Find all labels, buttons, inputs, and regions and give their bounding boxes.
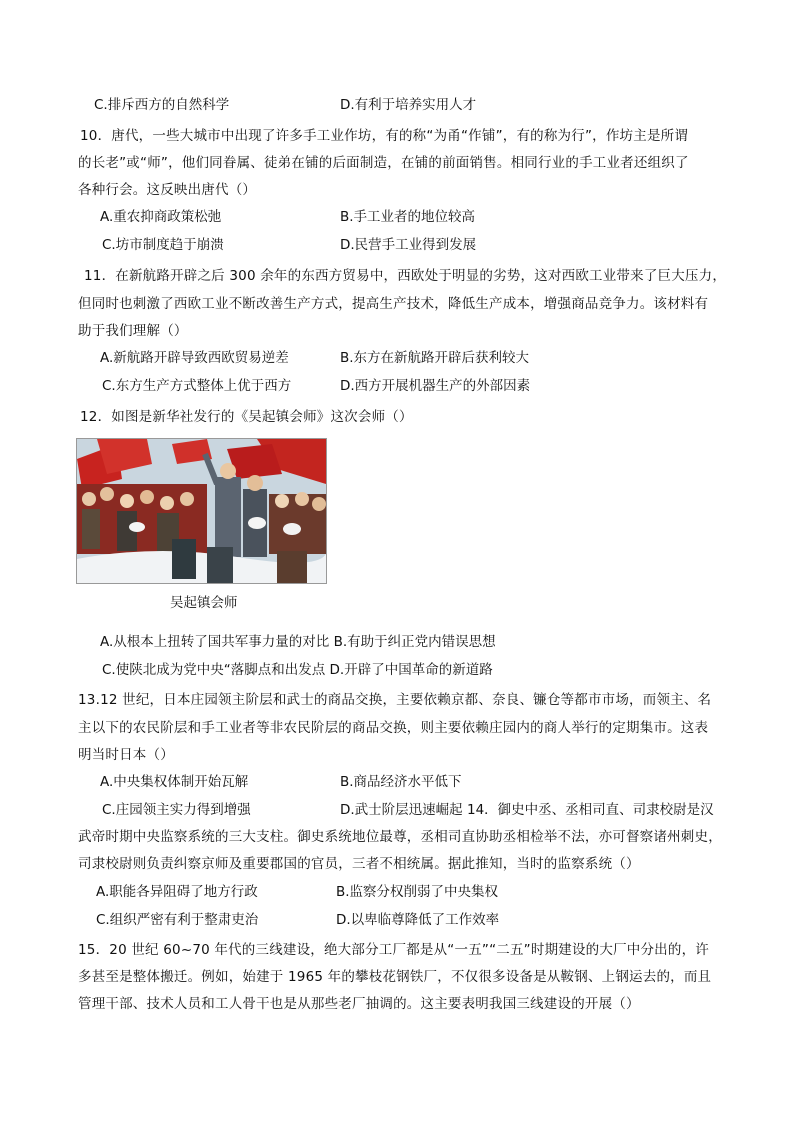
q10-option-b: B.手工业者的地位较高	[340, 209, 476, 225]
wuqi-town-meeting-painting	[76, 438, 327, 584]
q13-stem-line2: 主以下的农民阶层和手工业者等非农民阶层的商品交换，则主要依赖庄园内的商人举行的定期集市。这表	[78, 720, 709, 736]
figure-caption: 吴起镇会师	[170, 595, 238, 611]
q13-stem-line3: 明当时日本（）	[78, 747, 174, 763]
painting-illustration	[77, 439, 326, 583]
q9-option-c: C.排斥西方的自然科学	[94, 97, 230, 113]
q13-option-c: C.庄园领主实力得到增强	[102, 802, 251, 818]
q14-stem-line2: 武帝时期中央监察系统的三大支柱。御史系统地位最尊，丞相司直协助丞相检举不法，亦可督察诸州刺史，	[78, 829, 722, 845]
q11-option-b: B.东方在新航路开辟后获利较大	[340, 350, 530, 366]
q15-stem-line3: 管理干部、技术人员和工人骨干也是从那些老厂抽调的。这主要表明我国三线建设的开展（）	[78, 996, 640, 1012]
q14-stem-line3: 司隶校尉则负责纠察京师及重要郡国的官员，三者不相统属。据此推知，当时的监察系统（）	[78, 856, 640, 872]
q15-stem-line1: 15．20 世纪 60~70 年代的三线建设，绝大部分工厂都是从“一五”“二五”时期建设的大厂中分出的，许	[78, 942, 709, 958]
q11-stem-line3: 助于我们理解（）	[78, 323, 188, 339]
q10-stem-line3: 各种行会。这反映出唐代（）	[78, 182, 257, 198]
q12-options-cd: C.使陕北成为党中央“落脚点和出发点 D.开辟了中国革命的新道路	[102, 662, 493, 678]
q14-option-b: B.监察分权削弱了中央集权	[336, 884, 499, 900]
q14-option-d: D.以卑临尊降低了工作效率	[336, 912, 500, 928]
q11-option-d: D.西方开展机器生产的外部因素	[340, 378, 531, 394]
q10-option-c: C.坊市制度趋于崩溃	[102, 237, 224, 253]
q12-options-ab: A.从根本上扭转了国共军事力量的对比 B.有助于纠正党内错误思想	[100, 634, 496, 650]
q13-option-a: A.中央集权体制开始瓦解	[100, 774, 249, 790]
q10-option-d: D.民营手工业得到发展	[340, 237, 477, 253]
q11-stem-line1: 11．在新航路开辟之后 300 余年的东西方贸易中，西欧处于明显的劣势，这对西欧工业带来了巨大压力，	[84, 268, 727, 284]
q10-option-a: A.重农抑商政策松弛	[100, 209, 222, 225]
q11-option-a: A.新航路开辟导致西欧贸易逆差	[100, 350, 289, 366]
q14-option-c: C.组织严密有利于整肃吏治	[96, 912, 259, 928]
q10-stem-line1: 10．唐代，一些大城市中出现了许多手工业作坊，有的称“为甬“作铺”，有的称为行”，作坊主是所谓	[80, 128, 689, 144]
q13-stem-line1: 13.12 世纪，日本庄园领主阶层和武士的商品交换，主要依赖京都、奈良、镰仓等都市市场，而领主、名	[78, 692, 712, 708]
q10-stem-line2: 的长老”或“师”，他们同眷属、徒弟在铺的后面制造，在铺的前面销售。相同行业的手工业者还组织了	[78, 155, 689, 171]
q14-option-a: A.职能各异阻碍了地方行政	[96, 884, 258, 900]
q13-option-d-and-q14-start: D.武士阶层迅速崛起 14．御史中丞、丞相司直、司隶校尉是汉	[340, 802, 714, 818]
q11-stem-line2: 但同时也刺激了西欧工业不断改善生产方式，提高生产技术，降低生产成本，增强商品竞争力。该材料有	[78, 296, 709, 312]
q13-option-b: B.商品经济水平低下	[340, 774, 462, 790]
q11-option-c: C.东方生产方式整体上优于西方	[102, 378, 292, 394]
q9-option-d: D.有利于培养实用人才	[340, 97, 477, 113]
q12-stem-line1: 12．如图是新华社发行的《吴起镇会师》这次会师（）	[80, 409, 413, 425]
q15-stem-line2: 多甚至是整体搬迁。例如，始建于 1965 年的攀枝花钢铁厂，不仅很多设备是从鞍钢、上钢运去的，而且	[78, 969, 712, 985]
